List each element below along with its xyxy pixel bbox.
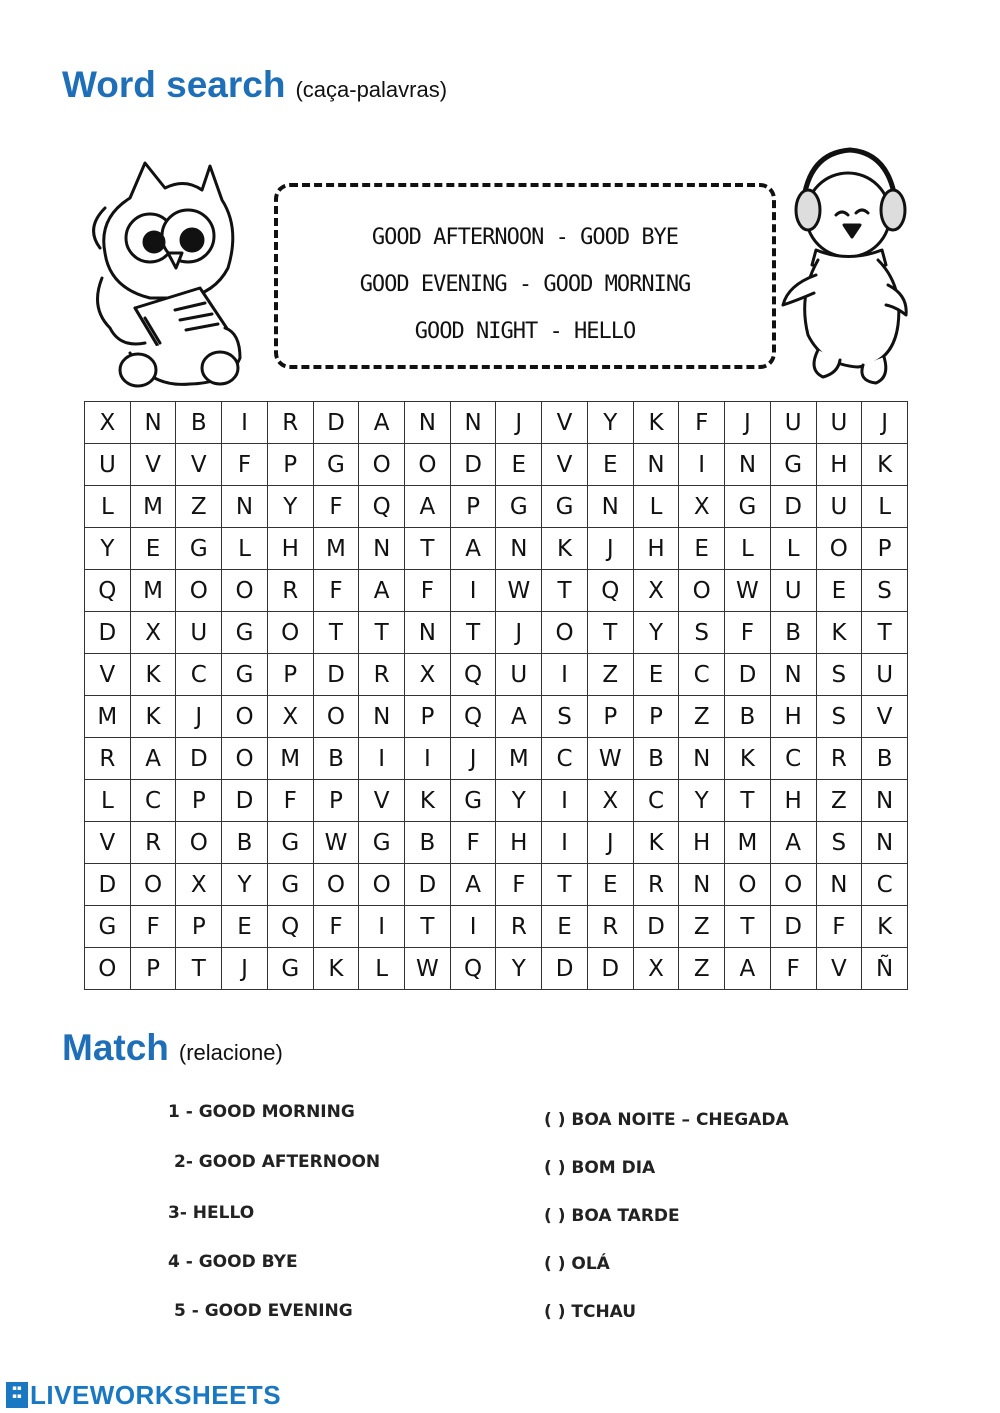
grid-cell[interactable]: B (770, 612, 816, 654)
grid-cell[interactable]: B (222, 822, 268, 864)
grid-cell[interactable]: V (176, 444, 222, 486)
grid-cell[interactable]: O (359, 444, 405, 486)
grid-cell[interactable]: F (313, 570, 359, 612)
grid-cell[interactable]: K (862, 444, 908, 486)
grid-cell[interactable]: P (587, 696, 633, 738)
grid-cell[interactable]: J (587, 822, 633, 864)
grid-cell[interactable]: B (725, 696, 771, 738)
grid-cell[interactable]: Q (587, 570, 633, 612)
grid-cell[interactable]: G (313, 444, 359, 486)
grid-cell[interactable]: C (542, 738, 588, 780)
grid-cell[interactable]: V (816, 948, 862, 990)
grid-cell[interactable]: N (359, 696, 405, 738)
word-list-line-3: GOOD NIGHT - HELLO (414, 319, 636, 344)
grid-cell[interactable]: A (450, 864, 496, 906)
grid-cell[interactable]: O (359, 864, 405, 906)
grid-cell[interactable]: O (405, 444, 451, 486)
grid-cell[interactable]: B (633, 738, 679, 780)
grid-cell[interactable]: C (770, 738, 816, 780)
grid-cell[interactable]: A (725, 948, 771, 990)
grid-cell[interactable]: C (679, 654, 725, 696)
word-search-title (62, 64, 447, 106)
grid-cell[interactable]: O (222, 696, 268, 738)
grid-cell[interactable]: T (542, 864, 588, 906)
grid-cell[interactable]: H (770, 696, 816, 738)
word-list-line-2: GOOD EVENING - GOOD MORNING (359, 272, 691, 297)
grid-row (85, 780, 908, 822)
grid-cell[interactable]: L (359, 948, 405, 990)
grid-cell[interactable]: N (496, 528, 542, 570)
grid-cell[interactable]: N (130, 402, 176, 444)
grid-cell[interactable]: S (542, 696, 588, 738)
grid-cell[interactable]: P (313, 780, 359, 822)
grid-cell[interactable]: K (633, 402, 679, 444)
grid-cell[interactable]: P (176, 780, 222, 822)
grid-cell[interactable]: P (450, 486, 496, 528)
liveworksheets-logo (6, 1378, 281, 1412)
grid-cell[interactable]: C (862, 864, 908, 906)
match-right-item[interactable]: ( ) BOA TARDE (544, 1206, 680, 1226)
grid-row (85, 402, 908, 444)
grid-cell[interactable]: Y (267, 486, 313, 528)
grid-cell[interactable]: Y (633, 612, 679, 654)
grid-cell[interactable]: S (679, 612, 725, 654)
grid-cell[interactable]: Q (85, 570, 131, 612)
grid-cell[interactable]: B (176, 402, 222, 444)
grid-cell[interactable]: F (130, 906, 176, 948)
word-list-box (274, 183, 776, 369)
grid-cell[interactable]: L (85, 486, 131, 528)
grid-cell[interactable]: G (770, 444, 816, 486)
grid-cell[interactable]: K (542, 528, 588, 570)
grid-cell[interactable]: N (862, 822, 908, 864)
grid-row (85, 738, 908, 780)
liveworksheets-logo-icon: ▪▪ ▪▪ (6, 1382, 28, 1408)
grid-cell[interactable]: W (405, 948, 451, 990)
grid-cell[interactable]: D (405, 864, 451, 906)
grid-cell[interactable]: P (267, 654, 313, 696)
grid-cell[interactable]: G (542, 486, 588, 528)
word-list-line-1: GOOD AFTERNOON - GOOD BYE (371, 225, 679, 250)
grid-cell[interactable]: K (725, 738, 771, 780)
owl-reading-illustration (90, 158, 250, 394)
grid-cell[interactable]: Z (679, 906, 725, 948)
grid-cell[interactable]: N (405, 612, 451, 654)
grid-cell[interactable]: G (725, 486, 771, 528)
grid-cell[interactable]: R (267, 402, 313, 444)
grid-cell[interactable]: D (313, 654, 359, 696)
grid-row (85, 444, 908, 486)
grid-cell[interactable]: J (862, 402, 908, 444)
grid-cell[interactable]: G (359, 822, 405, 864)
grid-cell[interactable]: T (542, 570, 588, 612)
grid-cell[interactable]: Y (222, 864, 268, 906)
grid-cell[interactable]: Q (450, 696, 496, 738)
grid-cell[interactable]: G (267, 948, 313, 990)
grid-cell[interactable]: K (405, 780, 451, 822)
grid-cell[interactable]: Ñ (862, 948, 908, 990)
grid-cell[interactable]: I (359, 738, 405, 780)
grid-cell[interactable]: U (862, 654, 908, 696)
grid-cell[interactable]: D (313, 402, 359, 444)
grid-cell[interactable]: F (313, 906, 359, 948)
grid-cell[interactable]: A (359, 570, 405, 612)
grid-cell[interactable]: I (359, 906, 405, 948)
match-left-item: 5 - GOOD EVENING (174, 1301, 353, 1321)
grid-cell[interactable]: V (359, 780, 405, 822)
grid-cell[interactable]: P (862, 528, 908, 570)
grid-cell[interactable]: D (85, 612, 131, 654)
word-search-title-text: Word search (62, 64, 286, 105)
word-search-grid (84, 401, 908, 990)
grid-cell[interactable]: U (496, 654, 542, 696)
grid-cell[interactable]: H (816, 444, 862, 486)
grid-cell[interactable]: U (770, 570, 816, 612)
grid-cell[interactable]: E (496, 444, 542, 486)
grid-cell[interactable]: A (496, 696, 542, 738)
grid-cell[interactable]: J (496, 612, 542, 654)
grid-cell[interactable]: R (633, 864, 679, 906)
grid-cell[interactable]: W (496, 570, 542, 612)
grid-cell[interactable]: G (267, 864, 313, 906)
grid-row (85, 486, 908, 528)
grid-cell[interactable]: V (542, 444, 588, 486)
grid-cell[interactable]: G (267, 822, 313, 864)
grid-cell[interactable]: U (176, 612, 222, 654)
grid-cell[interactable]: K (816, 612, 862, 654)
grid-cell[interactable]: R (816, 738, 862, 780)
match-right-item[interactable]: ( ) TCHAU (544, 1302, 637, 1322)
grid-row (85, 948, 908, 990)
grid-cell[interactable]: F (405, 570, 451, 612)
grid-cell[interactable]: O (176, 570, 222, 612)
grid-cell[interactable]: P (633, 696, 679, 738)
grid-cell[interactable]: K (862, 906, 908, 948)
grid-cell[interactable]: Z (679, 948, 725, 990)
grid-cell[interactable]: S (816, 696, 862, 738)
grid-cell[interactable]: A (770, 822, 816, 864)
grid-cell[interactable]: F (450, 822, 496, 864)
grid-cell[interactable]: D (633, 906, 679, 948)
grid-cell[interactable]: J (222, 948, 268, 990)
grid-cell[interactable]: A (450, 528, 496, 570)
grid-cell[interactable]: L (862, 486, 908, 528)
match-left-item: 2- GOOD AFTERNOON (174, 1152, 381, 1172)
grid-cell[interactable]: G (496, 486, 542, 528)
grid-cell[interactable]: E (222, 906, 268, 948)
grid-cell[interactable]: L (725, 528, 771, 570)
grid-cell[interactable]: F (313, 486, 359, 528)
grid-cell[interactable]: N (725, 444, 771, 486)
grid-cell[interactable]: D (725, 654, 771, 696)
grid-cell[interactable]: V (542, 402, 588, 444)
grid-cell[interactable]: K (130, 654, 176, 696)
grid-cell[interactable]: A (130, 738, 176, 780)
grid-cell[interactable]: J (450, 738, 496, 780)
grid-cell[interactable]: E (633, 654, 679, 696)
grid-cell[interactable]: O (267, 612, 313, 654)
grid-cell[interactable]: Y (496, 948, 542, 990)
grid-cell[interactable]: T (862, 612, 908, 654)
grid-cell[interactable]: D (770, 486, 816, 528)
grid-cell[interactable]: S (862, 570, 908, 612)
grid-cell[interactable]: N (862, 780, 908, 822)
grid-cell[interactable]: C (633, 780, 679, 822)
grid-cell[interactable]: X (679, 486, 725, 528)
grid-cell[interactable]: F (770, 948, 816, 990)
grid-cell[interactable]: N (679, 738, 725, 780)
grid-cell[interactable]: B (405, 822, 451, 864)
grid-cell[interactable]: Q (359, 486, 405, 528)
match-right-item[interactable]: ( ) BOM DIA (544, 1158, 656, 1178)
grid-cell[interactable]: O (313, 864, 359, 906)
grid-cell[interactable]: L (770, 528, 816, 570)
grid-cell[interactable]: M (313, 528, 359, 570)
grid-cell[interactable]: M (85, 696, 131, 738)
grid-cell[interactable]: J (587, 528, 633, 570)
grid-cell[interactable]: V (85, 654, 131, 696)
grid-cell[interactable]: I (679, 444, 725, 486)
grid-row (85, 528, 908, 570)
grid-cell[interactable]: N (679, 864, 725, 906)
grid-cell[interactable]: L (633, 486, 679, 528)
match-left-item: 3- HELLO (168, 1203, 255, 1223)
grid-cell[interactable]: C (130, 780, 176, 822)
grid-cell[interactable]: M (496, 738, 542, 780)
grid-cell[interactable]: U (770, 402, 816, 444)
grid-cell[interactable]: O (542, 612, 588, 654)
grid-cell[interactable]: L (85, 780, 131, 822)
grid-cell[interactable]: Y (587, 402, 633, 444)
grid-cell[interactable]: D (85, 864, 131, 906)
grid-cell[interactable]: I (542, 654, 588, 696)
grid-cell[interactable]: R (496, 906, 542, 948)
grid-cell[interactable]: A (405, 486, 451, 528)
grid-cell[interactable]: I (542, 822, 588, 864)
grid-cell[interactable]: G (222, 612, 268, 654)
grid-cell[interactable]: Q (267, 906, 313, 948)
grid-cell[interactable]: G (85, 906, 131, 948)
grid-cell[interactable]: V (130, 444, 176, 486)
grid-cell[interactable]: N (405, 402, 451, 444)
grid-cell[interactable]: Z (176, 486, 222, 528)
grid-cell[interactable]: D (176, 738, 222, 780)
grid-cell[interactable]: V (85, 822, 131, 864)
grid-cell[interactable]: J (176, 696, 222, 738)
grid-cell[interactable]: T (313, 612, 359, 654)
grid-cell[interactable]: X (85, 402, 131, 444)
grid-cell[interactable]: H (633, 528, 679, 570)
grid-cell[interactable]: E (816, 570, 862, 612)
grid-cell[interactable]: S (816, 822, 862, 864)
grid-row (85, 864, 908, 906)
grid-cell[interactable]: D (542, 948, 588, 990)
grid-cell[interactable]: E (587, 444, 633, 486)
grid-cell[interactable]: R (359, 654, 405, 696)
grid-cell[interactable]: G (176, 528, 222, 570)
grid-cell[interactable]: E (542, 906, 588, 948)
match-subtitle: (relacione) (178, 1040, 283, 1065)
grid-row (85, 906, 908, 948)
grid-cell[interactable]: T (405, 906, 451, 948)
grid-cell[interactable]: Z (816, 780, 862, 822)
grid-cell[interactable]: P (267, 444, 313, 486)
grid-row (85, 570, 908, 612)
grid-cell[interactable]: U (816, 402, 862, 444)
grid-row (85, 654, 908, 696)
grid-cell[interactable]: F (816, 906, 862, 948)
grid-cell[interactable]: N (633, 444, 679, 486)
grid-cell[interactable]: F (222, 444, 268, 486)
grid-cell[interactable]: F (725, 612, 771, 654)
grid-cell[interactable]: O (85, 948, 131, 990)
match-title-text: Match (62, 1027, 169, 1068)
grid-cell[interactable]: F (267, 780, 313, 822)
grid-cell[interactable]: O (130, 864, 176, 906)
grid-cell[interactable]: H (679, 822, 725, 864)
grid-cell[interactable]: E (130, 528, 176, 570)
grid-cell[interactable]: N (450, 402, 496, 444)
grid-cell[interactable]: S (816, 654, 862, 696)
grid-cell[interactable]: N (816, 864, 862, 906)
grid-cell[interactable]: X (633, 948, 679, 990)
grid-cell[interactable]: P (176, 906, 222, 948)
grid-cell[interactable]: G (450, 780, 496, 822)
grid-cell[interactable]: R (587, 906, 633, 948)
liveworksheets-brand-text: LIVEWORKSHEETS (30, 1379, 282, 1410)
grid-cell[interactable]: O (222, 570, 268, 612)
match-left-item: 4 - GOOD BYE (168, 1252, 298, 1272)
match-right-item[interactable]: ( ) OLÁ (544, 1254, 610, 1274)
grid-cell[interactable]: D (587, 948, 633, 990)
grid-cell[interactable]: X (587, 780, 633, 822)
grid-cell[interactable]: X (405, 654, 451, 696)
grid-cell[interactable]: Y (496, 780, 542, 822)
grid-cell[interactable]: V (862, 696, 908, 738)
grid-cell[interactable]: W (587, 738, 633, 780)
grid-cell[interactable]: G (222, 654, 268, 696)
grid-cell[interactable]: N (770, 654, 816, 696)
grid-cell[interactable]: D (770, 906, 816, 948)
grid-cell[interactable]: X (633, 570, 679, 612)
grid-cell[interactable]: H (770, 780, 816, 822)
grid-cell[interactable]: T (176, 948, 222, 990)
match-left-item: 1 - GOOD MORNING (168, 1102, 355, 1122)
grid-cell[interactable]: Z (587, 654, 633, 696)
word-search-subtitle: (caça-palavras) (295, 77, 448, 102)
grid-cell[interactable]: Q (450, 948, 496, 990)
grid-cell[interactable]: E (587, 864, 633, 906)
grid-cell[interactable]: C (176, 654, 222, 696)
grid-cell[interactable]: X (130, 612, 176, 654)
grid-cell[interactable]: M (267, 738, 313, 780)
grid-cell[interactable]: M (725, 822, 771, 864)
grid-cell[interactable]: O (313, 696, 359, 738)
grid-cell[interactable]: O (770, 864, 816, 906)
grid-cell[interactable]: H (496, 822, 542, 864)
grid-cell[interactable]: M (130, 486, 176, 528)
grid-cell[interactable]: J (725, 402, 771, 444)
grid-cell[interactable]: R (85, 738, 131, 780)
grid-cell[interactable]: O (176, 822, 222, 864)
grid-cell[interactable]: E (679, 528, 725, 570)
grid-cell[interactable]: T (725, 780, 771, 822)
grid-cell[interactable]: R (130, 822, 176, 864)
grid-cell[interactable]: B (862, 738, 908, 780)
grid-cell[interactable]: B (313, 738, 359, 780)
grid-cell[interactable]: Y (85, 528, 131, 570)
grid-cell[interactable]: Y (679, 780, 725, 822)
grid-cell[interactable]: K (633, 822, 679, 864)
grid-cell[interactable]: P (405, 696, 451, 738)
grid-cell[interactable]: M (130, 570, 176, 612)
grid-cell[interactable]: L (222, 528, 268, 570)
grid-cell[interactable]: W (313, 822, 359, 864)
grid-cell[interactable]: T (725, 906, 771, 948)
grid-cell[interactable]: Z (679, 696, 725, 738)
grid-cell[interactable]: X (267, 696, 313, 738)
grid-cell[interactable]: Q (450, 654, 496, 696)
grid-cell[interactable]: W (725, 570, 771, 612)
grid-cell[interactable]: R (267, 570, 313, 612)
grid-cell[interactable]: U (816, 486, 862, 528)
grid-cell[interactable]: K (313, 948, 359, 990)
grid-cell[interactable]: N (587, 486, 633, 528)
grid-cell[interactable]: N (222, 486, 268, 528)
grid-cell[interactable]: K (130, 696, 176, 738)
grid-row (85, 612, 908, 654)
grid-cell[interactable]: N (359, 528, 405, 570)
grid-cell[interactable]: I (405, 738, 451, 780)
grid-cell[interactable]: O (222, 738, 268, 780)
grid-cell[interactable]: T (587, 612, 633, 654)
grid-cell[interactable]: I (450, 906, 496, 948)
grid-cell[interactable]: U (85, 444, 131, 486)
grid-row (85, 696, 908, 738)
grid-cell[interactable]: J (496, 402, 542, 444)
grid-cell[interactable]: T (405, 528, 451, 570)
grid-cell[interactable]: I (450, 570, 496, 612)
grid-cell[interactable]: D (450, 444, 496, 486)
grid-cell[interactable]: T (359, 612, 405, 654)
match-title (62, 1027, 283, 1069)
grid-cell[interactable]: O (725, 864, 771, 906)
grid-cell[interactable]: H (267, 528, 313, 570)
grid-cell[interactable]: T (450, 612, 496, 654)
match-right-item[interactable]: ( ) BOA NOITE – CHEGADA (544, 1110, 789, 1130)
grid-cell[interactable]: X (176, 864, 222, 906)
grid-cell[interactable]: F (679, 402, 725, 444)
grid-cell[interactable]: I (542, 780, 588, 822)
grid-cell[interactable]: O (679, 570, 725, 612)
grid-cell[interactable]: F (496, 864, 542, 906)
penguin-earmuffs-illustration (778, 145, 913, 385)
grid-cell[interactable]: A (359, 402, 405, 444)
grid-cell[interactable]: D (222, 780, 268, 822)
grid-cell[interactable]: P (130, 948, 176, 990)
grid-cell[interactable]: O (816, 528, 862, 570)
grid-cell[interactable]: I (222, 402, 268, 444)
grid-row (85, 822, 908, 864)
